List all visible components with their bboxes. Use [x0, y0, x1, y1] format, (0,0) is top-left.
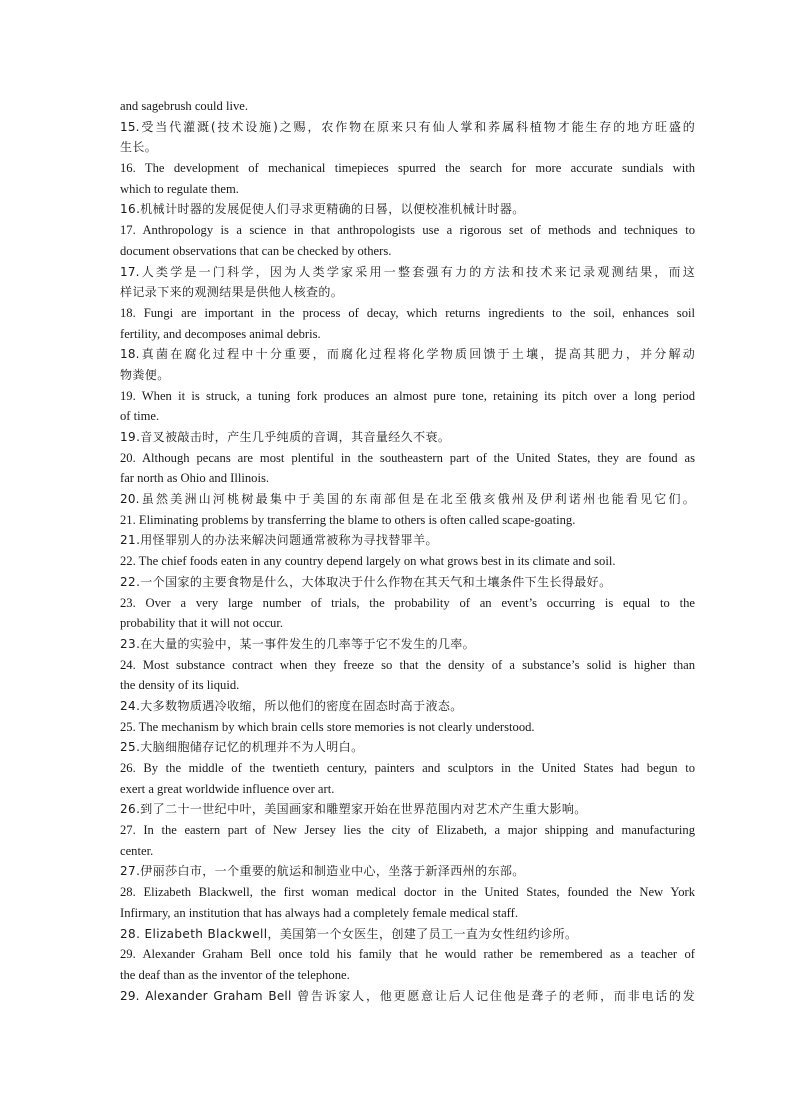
translation-line: 16.机械计时器的发展促使人们寻求更精确的日晷，以便校准机械计时器。 — [120, 202, 525, 217]
sentence-line: 23. Over a very large number of trials, the probability of an event’s occurring is equal to the — [120, 595, 695, 610]
translation-line: 24.大多数物质遇冷收缩，所以他们的密度在固态时高于液态。 — [120, 698, 463, 713]
translation-line: 22.一个国家的主要食物是什么，大体取决于什么作物在其天气和土壤条件下生长得最好。 — [120, 574, 612, 589]
sentence-line: exert a great worldwide influence over art. — [120, 781, 335, 796]
translation-line: 17.人类学是一门科学，因为人类学家采用一整套强有力的方法和技术来记录观测结果，而这 — [120, 264, 695, 279]
translation-line: 26.到了二十一世纪中叶，美国画家和雕塑家开始在世界范围内对艺术产生重大影响。 — [120, 802, 587, 817]
translation-line: 18.真菌在腐化过程中十分重要，而腐化过程将化学物质回馈于土壤，提高其肥力，并分解动 — [120, 347, 695, 362]
translation-line: 19.音叉被敲击时，产生几乎纯质的音调，其音量经久不衰。 — [120, 430, 451, 444]
sentence-line: the deaf than as the inventor of the telephone. — [120, 967, 350, 982]
sentence-line: 24. Most substance contract when they freeze so that the density of a substance’s solid is higher than — [120, 657, 695, 672]
sentence-line: fertility, and decomposes animal debris. — [120, 326, 321, 341]
sentence-line: center. — [120, 843, 154, 858]
translation-line: 20.虽然美洲山河桃树最集中于美国的东南部但是在北至俄亥俄州及伊利诺州也能看见它们。 — [120, 492, 695, 507]
translation-line: 27.伊丽莎白市，一个重要的航运和制造业中心，坐落于新泽西州的东部。 — [120, 864, 525, 879]
translation-line: 15.受当代灌溉(技术设施)之赐，农作物在原来只有仙人掌和荞属科植物才能生存的地方旺盛的 — [120, 119, 695, 134]
sentence-line: 29. Alexander Graham Bell once told his family that he would rather be remembered as a teacher of — [120, 947, 695, 962]
sentence-line: 18. Fungi are important in the process of decay, which returns ingredients to the soil, enhances soil — [120, 305, 695, 320]
sentence-line: 26. By the middle of the twentieth century, painters and sculptors in the United States had begun to — [120, 761, 695, 775]
sentence-line: 17. Anthropology is a science in that anthropologists use a rigorous set of methods and techniques to — [120, 223, 695, 238]
sentence-line: Infirmary, an institution that has always had a completely female medical staff. — [120, 905, 518, 920]
sentence-line: 27. In the eastern part of New Jersey lies the city of Elizabeth, a major shipping and manufacturing — [120, 823, 695, 838]
translation-line: 生长。 — [120, 140, 158, 155]
sentence-line: 19. When it is struck, a tuning fork produces an almost pure tone, retaining its pitch over a long period — [120, 388, 695, 403]
sentence-line: 21. Eliminating problems by transferring the blame to others is often called scape-goating. — [120, 512, 576, 527]
sentence-line: document observations that can be checked by others. — [120, 243, 392, 258]
sentence-line: and sagebrush could live. — [120, 99, 249, 113]
sentence-line: 20. Although pecans are most plentiful in the southeastern part of the United States, they are found as — [120, 450, 695, 465]
sentence-line: 25. The mechanism by which brain cells store memories is not clearly understood. — [120, 719, 535, 734]
sentence-line: the density of its liquid. — [120, 678, 240, 693]
translation-line: 25.大脑细胞储存记忆的机理并不为人明白。 — [120, 740, 364, 755]
sentence-line: 22. The chief foods eaten in any country depend largely on what grows best in its climate and soil. — [120, 554, 616, 569]
translation-line: 29. Alexander Graham Bell 曾告诉家人，他更愿意让后人记住他是聋子的老师，而非电话的发 — [120, 988, 695, 1003]
sentence-line: which to regulate them. — [120, 181, 239, 196]
translation-line: 21.用怪罪别人的办法来解决问题通常被称为寻找替罪羊。 — [120, 533, 438, 548]
translation-line: 28. Elizabeth Blackwell，美国第一个女医生，创建了员工一直为女性纽约诊所。 — [120, 926, 578, 941]
translation-line: 物粪便。 — [120, 367, 170, 382]
translation-line: 样记录下来的观测结果是供他人核查的。 — [120, 285, 344, 300]
sentence-line: of time. — [120, 409, 160, 424]
sentence-line: probability that it will not occur. — [120, 616, 283, 631]
translation-line: 23.在大量的实验中，某一事件发生的几率等于它不发生的几率。 — [120, 636, 476, 651]
sentence-line: far north as Ohio and Illinois. — [120, 471, 269, 486]
sentence-line: 16. The development of mechanical timepieces spurred the search for more accurate sundials with — [120, 161, 695, 176]
document-page — [120, 96, 695, 1006]
sentence-line: 28. Elizabeth Blackwell, the first woman medical doctor in the United States, founded the New York — [120, 885, 695, 900]
